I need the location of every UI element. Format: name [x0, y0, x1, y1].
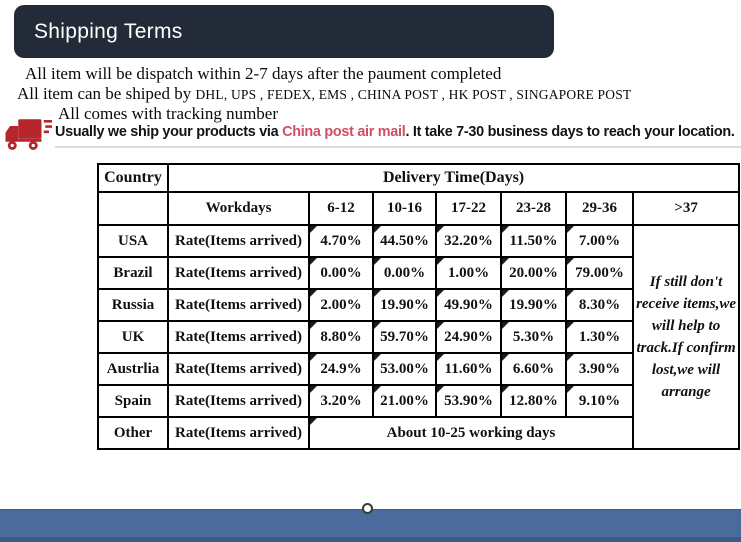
ship-method-text [55, 123, 735, 140]
country-cell: UK [98, 321, 168, 353]
carriers-text-prefix: All item can be shiped by [17, 84, 196, 103]
country-header-cell: Country [98, 164, 168, 192]
rate-value-cell: 49.90% [436, 289, 501, 321]
rate-label-cell: Rate(Items arrived) [168, 257, 309, 289]
rate-value-cell: 3.20% [309, 385, 373, 417]
rate-value-cell: 2.00% [309, 289, 373, 321]
rate-value-cell: 8.30% [566, 289, 633, 321]
carousel-dot[interactable] [362, 503, 373, 514]
rate-value-cell: 79.00% [566, 257, 633, 289]
rate-value-cell: 11.60% [436, 353, 501, 385]
range-header-cell: 6-12 [309, 192, 373, 225]
ship-method-suffix: . It take 7-30 business days to reach your location. [405, 123, 735, 140]
rate-value-cell: 1.30% [566, 321, 633, 353]
rate-value-cell: 59.70% [373, 321, 436, 353]
dispatch-time-text: All item will be dispatch within 2-7 days after the paument completed [25, 64, 502, 83]
range-header-cell: 29-36 [566, 192, 633, 225]
rate-label-cell: Rate(Items arrived) [168, 289, 309, 321]
tracking-number-text: All comes with tracking number [58, 104, 279, 123]
country-cell: Austrlia [98, 353, 168, 385]
rate-value-cell: 53.00% [373, 353, 436, 385]
truck-icon [4, 116, 52, 154]
table-row-usa [98, 225, 739, 257]
page-title: Shipping Terms [34, 19, 183, 43]
delivery-time-header-cell: Delivery Time(Days) [168, 164, 739, 192]
rate-value-cell: 24.90% [436, 321, 501, 353]
lost-package-note-cell [633, 225, 739, 449]
range-header-cell: >37 [633, 192, 739, 225]
rate-label-cell: Rate(Items arrived) [168, 353, 309, 385]
rate-label-cell: Rate(Items arrived) [168, 385, 309, 417]
note-line: lost,we will [651, 362, 721, 378]
rate-value-cell: 12.80% [501, 385, 566, 417]
rate-value-cell: 21.00% [373, 385, 436, 417]
rate-value-cell: 19.90% [501, 289, 566, 321]
country-cell: Brazil [98, 257, 168, 289]
rate-value-cell: 6.60% [501, 353, 566, 385]
other-delivery-time-cell: About 10-25 working days [309, 417, 633, 449]
country-cell: USA [98, 225, 168, 257]
note-line: arrange [661, 384, 711, 400]
rate-value-cell: 7.00% [566, 225, 633, 257]
rate-value-cell: 1.00% [436, 257, 501, 289]
rate-value-cell: 19.90% [373, 289, 436, 321]
note-line: track.If confirm [636, 340, 736, 356]
rate-value-cell: 8.80% [309, 321, 373, 353]
rate-label-cell: Rate(Items arrived) [168, 417, 309, 449]
rate-value-cell: 0.00% [309, 257, 373, 289]
rate-value-cell: 32.20% [436, 225, 501, 257]
country-cell: Other [98, 417, 168, 449]
rate-value-cell: 53.90% [436, 385, 501, 417]
range-header-cell: 23-28 [501, 192, 566, 225]
footer-bar-bottom-strip [0, 537, 741, 542]
ship-method-highlight: China post air mail [282, 123, 406, 140]
divider-line [55, 146, 741, 148]
rate-value-cell: 0.00% [373, 257, 436, 289]
rate-label-cell: Rate(Items arrived) [168, 225, 309, 257]
note-line: receive items,we [636, 296, 737, 312]
carriers-text [17, 84, 631, 104]
workdays-header-cell: Workdays [168, 192, 309, 225]
delivery-time-table [97, 163, 740, 450]
rate-value-cell: 24.9% [309, 353, 373, 385]
carriers-list: DHL, UPS , FEDEX, EMS , CHINA POST , HK POST , SINGAPORE POST [195, 87, 632, 102]
rate-value-cell: 3.90% [566, 353, 633, 385]
footer-bar [0, 509, 741, 542]
rate-value-cell: 5.30% [501, 321, 566, 353]
country-cell: Russia [98, 289, 168, 321]
range-header-cell: 10-16 [373, 192, 436, 225]
range-header-cell: 17-22 [436, 192, 501, 225]
empty-header-cell [98, 192, 168, 225]
rate-value-cell: 11.50% [501, 225, 566, 257]
country-cell: Spain [98, 385, 168, 417]
rate-label-cell: Rate(Items arrived) [168, 321, 309, 353]
note-line: If still don't [649, 274, 723, 290]
table-header-row-1 [98, 164, 739, 192]
ship-method-prefix: Usually we ship your products via [55, 123, 283, 140]
rate-value-cell: 20.00% [501, 257, 566, 289]
rate-value-cell: 44.50% [373, 225, 436, 257]
table-header-row-2 [98, 192, 739, 225]
rate-value-cell: 9.10% [566, 385, 633, 417]
rate-value-cell: 4.70% [309, 225, 373, 257]
note-line: will help to [651, 318, 721, 334]
shipping-terms-banner [14, 5, 554, 58]
